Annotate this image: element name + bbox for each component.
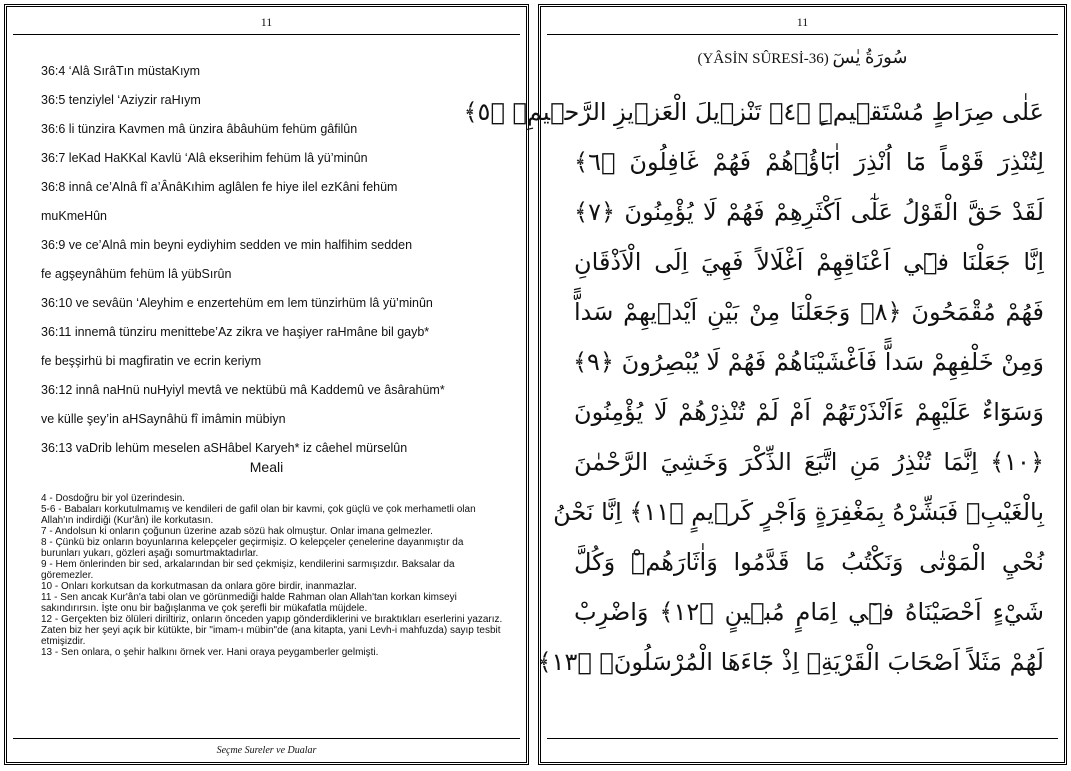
sura-title [541, 47, 1064, 68]
transliteration-line: muKmeHûn [41, 209, 107, 223]
arabic-line: بِالْغَيْبِۚ فَبَشِّرْهُ بِمَغْفِرَةٍ وَاَجْرٍ كَرٖيمٍ ﴿١١﴾ اِنَّا نَحْنُ [553, 498, 1044, 526]
arabic-line: وَمِنْ خَلْفِهِمْ سَداًّ فَاَغْشَيْنَاهُمْ فَهُمْ لَا يُبْصِرُونَ ﴿٩﴾ [572, 348, 1044, 376]
transliteration-block [41, 64, 511, 470]
footer-title: Seçme Sureler ve Dualar [216, 745, 317, 756]
meali-heading: Meali [249, 459, 284, 475]
page-number: 11 [796, 15, 809, 29]
transliteration-line: fe beşşirhü bi magfiratin ve ecrin keriym [41, 354, 262, 368]
transliteration-line: 36:4 ‘Alâ SırâTın müstaKıym [41, 64, 201, 78]
meali-item: 8 - Çünkü biz onların boyunlarına kelepçeler geçirmişiz. O kelepçeler çenelerine dayanmıştır da burunları yukarı, gözleri aşağı somurtmaktadırlar. [41, 537, 464, 559]
transliteration-line: 36:6 li tünzira Kavmen mâ ünzira âbâuhüm fehüm gâfilûn [41, 122, 358, 136]
transliteration-line: 36:11 innemâ tünziru menittebe’Az zikra ve haşiyer raHmâne bil gayb* [41, 325, 430, 339]
arabic-line: لِتُنْذِرَ قَوْماً مَٓا اُنْذِرَ اٰبَٓاؤُ۬هُمْ فَهُمْ غَافِلُونَ ﴿٦﴾ [574, 148, 1044, 176]
transliteration-line: 36:9 ve ce’Alnâ min beyni eydiyhim sedden ve min halfihim sedden [41, 238, 413, 252]
bottom-divider [547, 738, 1058, 739]
transliteration-line: 36:5 tenziylel ‘Aziyzir raHıym [41, 93, 201, 107]
meali-item: 7 - Andolsun ki onların çoğunun üzerine azab sözü hak olmuştur. Onlar imana gelmezler. [41, 526, 433, 537]
sura-title-latin: (YÂSİN SÛRESİ-36) [697, 51, 829, 67]
arabic-line: شَيْءٍ اَحْصَيْنَاهُ فٖٓي اِمَامٍ مُبٖينٍ ﴿١٢﴾ وَاضْرِبْ [574, 598, 1044, 626]
arabic-line: لَقَدْ حَقَّ الْقَوْلُ عَلٰٓى اَكْثَرِهِمْ فَهُمْ لَا يُؤْمِنُونَ ﴿٧﴾ [574, 198, 1044, 226]
arabic-line: لَهُمْ مَثَلاً اَصْحَابَ الْقَرْيَةِۢ اِذْ جَٓاءَهَا الْمُرْسَلُونَۚ ﴿١٣﴾ [537, 648, 1044, 676]
right-page [463, 4, 1067, 765]
meali-item: 4 - Dosdoğru bir yol üzerindesin. [41, 493, 185, 504]
meali-item: 10 - Onları korkutsan da korkutmasan da onlara göre birdir, inanmazlar. [41, 581, 357, 592]
meali-item: 11 - Sen ancak Kur'ân'a tabi olan ve görünmediği halde Rahman olan Allah'tan korkan kimseyi sakındırırsın. İşte onu bir bağışlanma ve çok şerefli bir mükafatla müjdele. [41, 592, 457, 614]
transliteration-line: ve külle şey’in aHSaynâhü fî imâmin mübiyn [41, 412, 286, 426]
left-page [4, 4, 529, 765]
meali-block [41, 493, 503, 658]
sura-title-arabic: سُورَةُ يٰسٓ [832, 47, 908, 67]
page-number: 11 [260, 15, 273, 29]
transliteration-line: fe agşeynâhüm fehüm lâ yübSırûn [41, 267, 232, 281]
transliteration-line: 36:10 ve sevâün ‘Aleyhim e enzertehüm em lem tünzirhüm lâ yü’minûn [41, 296, 433, 310]
transliteration-line: 36:7 leKad HaKKal Kavlü ‘Alâ ekserihim fehüm lâ yü’minûn [41, 151, 368, 165]
top-divider [13, 34, 520, 35]
top-divider [547, 34, 1058, 35]
arabic-line: ﴿١٠﴾ اِنَّمَا تُنْذِرُ مَنِ اتَّبَعَ الذِّكْرَ وَخَشِيَ الرَّحْمٰنَ [574, 448, 1044, 476]
arabic-line: وَسَوَٓاءٌ عَلَيْهِمْ ءَاَنْذَرْتَهُمْ اَمْ لَمْ تُنْذِرْهُمْ لَا يُؤْمِنُونَ [574, 398, 1044, 426]
transliteration-line: 36:13 vaDrib lehüm meselen aSHâbel Karyeh* iz câehel mürselûn [41, 441, 408, 455]
meali-item: 12 - Gerçekten biz ölüleri diriltiriz, onların önceden yapıp gönderdiklerini ve bıraktıkları eserlerini yazarız. Zaten biz her şeyi açık bir kütükte, bir "imam-ı mübin"de (ana kitapta, yani Levh-i mahfuzda) sayıp tesbit etmişizdir. [41, 614, 503, 647]
arabic-line: فَهُمْ مُقْمَحُونَ ﴿٨﴾ وَجَعَلْنَا مِنْ بَيْنِ اَيْدٖيهِمْ سَداًّ [574, 298, 1044, 326]
arabic-line: عَلٰى صِرَاطٍ مُسْتَقٖيمٍۜ ﴿٤﴾ تَنْزٖيلَ الْعَزٖيزِ الرَّحٖيمِۙ ﴿٥﴾ [463, 98, 1044, 126]
arabic-line: اِنَّا جَعَلْنَا فٖٓي اَعْنَاقِهِمْ اَغْلَالاً فَهِيَ اِلَى الْاَذْقَانِ [574, 248, 1044, 276]
arabic-text-block [463, 97, 1044, 697]
meali-item: 13 - Sen onlara, o şehir halkını örnek ver. Hani oraya peygamberler gelmişti. [41, 647, 379, 658]
meali-item: 9 - Hem önlerinden bir sed, arkalarından bir sed çekmişiz, kendilerini sarmışızdır. Baksalar da göremezler. [41, 559, 455, 581]
arabic-line: نُحْيِ الْمَوْتٰى وَنَكْتُبُ مَا قَدَّمُوا وَاٰثَارَهُمْۜ وَكُلَّ [574, 548, 1044, 576]
transliteration-line: 36:12 innâ naHnü nuHyiyl mevtâ ve nektübü mâ Kaddemû ve âsârahüm* [41, 383, 445, 397]
meali-item: 5-6 - Babaları korkutulmamış ve kendileri de gafil olan bir kavmi, çok güçlü ve çok merhametli olan Allah'ın indirdiği (Kur'ân) ile korkutasın. [41, 504, 476, 526]
transliteration-line: 36:8 innâ ce’Alnâ fî a’ÂnâKıhim aglâlen fe hiye ilel ezKâni fehüm [41, 180, 398, 194]
bottom-divider [13, 738, 520, 739]
